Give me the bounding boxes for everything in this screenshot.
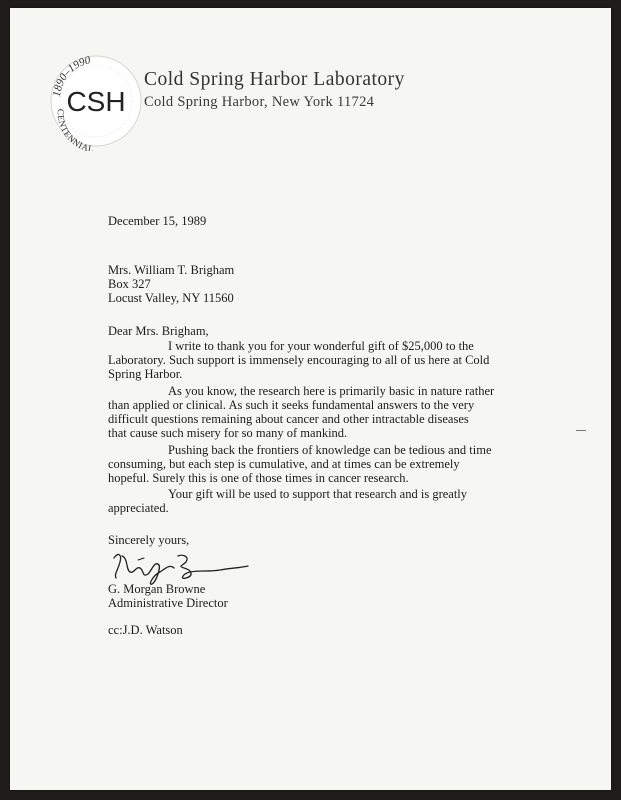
paragraph-line: that cause such misery for so many of mankind. [108, 426, 348, 440]
paragraph-line: consuming, but each step is cumulative, and at times can be extremely [108, 457, 460, 471]
logo-ribbon: CENTENNIAL [55, 108, 95, 151]
paragraph-line: Laboratory. Such support is immensely encouraging to all of us here at Cold [108, 353, 490, 367]
paragraph-line: Pushing back the frontiers of knowledge can be tedious and time [168, 443, 492, 457]
cc-line: cc:J.D. Watson [108, 623, 183, 637]
logo-years: 1890–1990 [50, 54, 92, 98]
signer-title: Administrative Director [108, 596, 228, 610]
paragraph-line: appreciated. [108, 501, 169, 515]
signer-name: G. Morgan Browne [108, 582, 206, 596]
paragraph-line: hopeful. Surely this is one of those times in cancer research. [108, 471, 409, 485]
recipient-city-line: Locust Valley, NY 11560 [108, 291, 234, 305]
salutation: Dear Mrs. Brigham, [108, 324, 209, 338]
csh-seal-icon [46, 51, 146, 151]
paragraph-line: than applied or clinical. As such it seeks fundamental answers to the very [108, 398, 475, 412]
paragraph-line: As you know, the research here is primarily basic in nature rather [168, 384, 495, 398]
paragraph-2 [108, 384, 518, 440]
recipient-address-line: Box 327 [108, 277, 151, 291]
paragraph-1 [108, 339, 518, 381]
organization-name: Cold Spring Harbor Laboratory [144, 69, 405, 90]
paragraph-3 [108, 443, 518, 485]
paragraph-4 [108, 487, 518, 515]
recipient-name: Mrs. William T. Brigham [108, 263, 235, 277]
letter-date: December 15, 1989 [108, 214, 207, 228]
letter-page [10, 8, 611, 790]
paragraph-line: I write to thank you for your wonderful gift of $25,000 to the [168, 339, 474, 353]
organization-address: Cold Spring Harbor, New York 11724 [144, 94, 375, 110]
closing: Sincerely yours, [108, 533, 190, 547]
paragraph-line: difficult questions remaining about cancer and other intractable diseases [108, 412, 469, 426]
paragraph-line: Your gift will be used to support that research and is greatly [168, 487, 468, 501]
logo-initials: CSH [66, 86, 126, 117]
paragraph-line: Spring Harbor. [108, 367, 183, 381]
centennial-logo [46, 51, 146, 151]
margin-mark [576, 430, 586, 431]
